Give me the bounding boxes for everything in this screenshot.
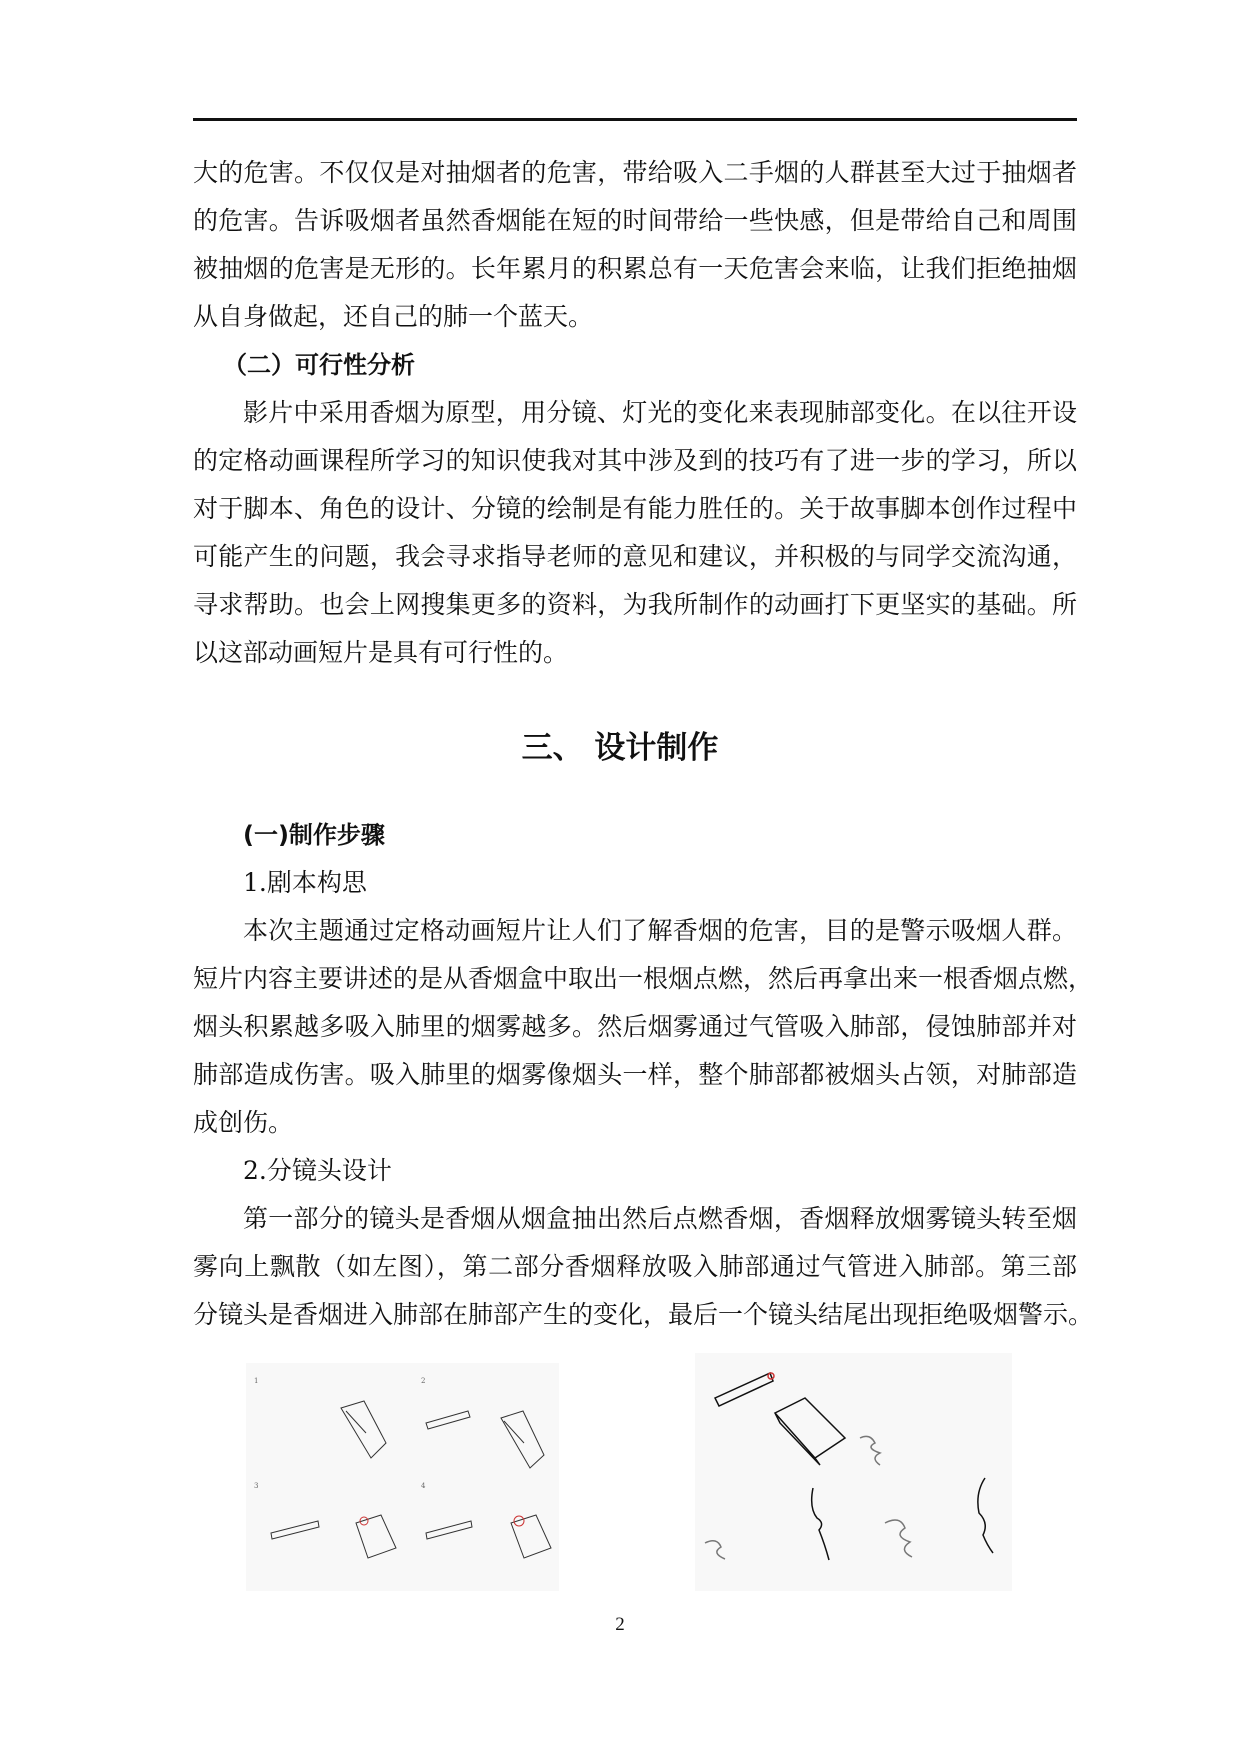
script-heading: 1.剧本构思 — [243, 868, 367, 897]
text-line: 分镜头是香烟进入肺部在肺部产生的变化，最后一个镜头结尾出现拒绝吸烟警示。 — [193, 1300, 1094, 1329]
text-line: 烟头积累越多吸入肺里的烟雾越多。然后烟雾通过气管吸入肺部，侵蚀肺部并对 — [193, 1012, 1077, 1041]
text-line: 第一部分的镜头是香烟从烟盒抽出然后点燃香烟，香烟释放烟雾镜头转至烟 — [243, 1204, 1077, 1233]
text-line: 大的危害。不仅仅是对抽烟者的危害，带给吸入二手烟的人群甚至大过于抽烟者 — [193, 158, 1077, 187]
storyboard-figure-left — [246, 1363, 559, 1591]
text-line: 雾向上飘散（如左图），第二部分香烟释放吸入肺部通过气管进入肺部。第三部 — [193, 1252, 1077, 1281]
panel-number: 1 — [254, 1377, 259, 1385]
page-number: 2 — [615, 1614, 625, 1635]
text-line: 寻求帮助。也会上网搜集更多的资料，为我所制作的动画打下更坚实的基础。所 — [193, 590, 1077, 619]
section1-paragraph-tail — [193, 149, 1077, 341]
steps-heading: (一)制作步骤 — [243, 821, 385, 849]
text-line: 本次主题通过定格动画短片让人们了解香烟的危害，目的是警示吸烟人群。 — [243, 916, 1077, 945]
steps-section — [193, 811, 1094, 1339]
storyboard-sketch — [246, 1363, 559, 1591]
panel-number: 4 — [421, 1482, 426, 1490]
storyboard-heading: 2.分镜头设计 — [243, 1156, 392, 1185]
text-line: 以这部动画短片是具有可行性的。 — [193, 638, 569, 667]
text-line: 被抽烟的危害是无形的。长年累月的积累总有一天危害会来临，让我们拒绝抽烟 — [193, 254, 1077, 283]
feasibility-section — [193, 341, 1077, 677]
text-line: 的危害。告诉吸烟者虽然香烟能在短的时间带给一些快感，但是带给自己和周围 — [193, 206, 1077, 235]
panel-number: 3 — [254, 1482, 259, 1490]
header-rule — [193, 118, 1077, 121]
text-line: 短片内容主要讲述的是从香烟盒中取出一根烟点燃，然后再拿出来一根香烟点燃， — [193, 964, 1094, 993]
storyboard-figure-right — [695, 1353, 1012, 1591]
storyboard-sketch — [695, 1353, 1012, 1591]
section-title: 三、 设计制作 — [521, 730, 719, 766]
feasibility-heading: （二）可行性分析 — [223, 351, 415, 379]
text-line: 影片中采用香烟为原型，用分镜、灯光的变化来表现肺部变化。在以往开设 — [243, 398, 1077, 427]
text-line: 对于脚本、角色的设计、分镜的绘制是有能力胜任的。关于故事脚本创作过程中 — [193, 494, 1077, 523]
text-line: 的定格动画课程所学习的知识使我对其中涉及到的技巧有了进一步的学习，所以 — [193, 446, 1077, 475]
text-line: 成创伤。 — [193, 1108, 294, 1137]
panel-number: 2 — [421, 1377, 426, 1385]
text-line: 可能产生的问题，我会寻求指导老师的意见和建议，并积极的与同学交流沟通， — [193, 542, 1077, 571]
text-line: 肺部造成伤害。吸入肺里的烟雾像烟头一样，整个肺部都被烟头占领，对肺部造 — [193, 1060, 1077, 1089]
text-line: 从自身做起，还自己的肺一个蓝天。 — [193, 302, 594, 331]
